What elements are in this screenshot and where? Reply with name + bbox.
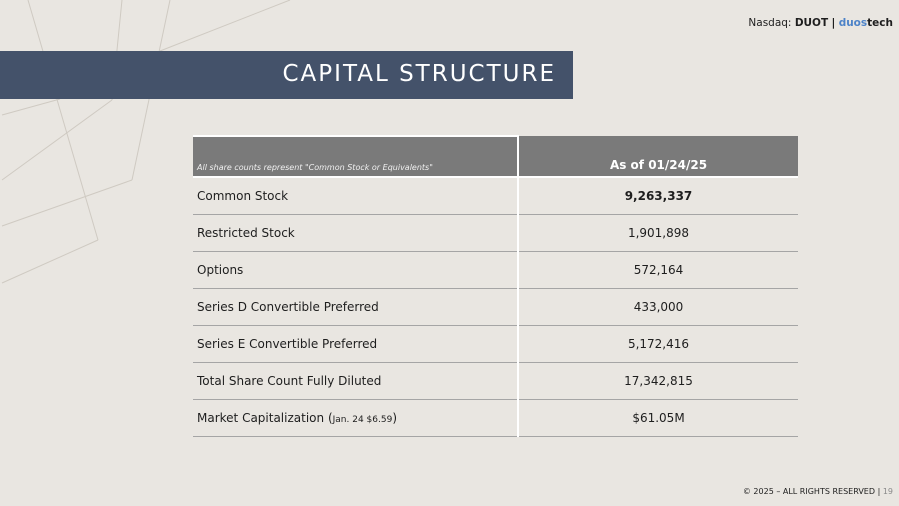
footer	[743, 487, 893, 496]
stock-symbol: DUOT	[794, 17, 829, 29]
page-number: 19	[882, 487, 893, 496]
page-title: CAPITAL STRUCTURE	[282, 61, 556, 87]
row-label: Restricted Stock	[193, 215, 518, 252]
row-label-note: Jan. 24 $6.59	[332, 415, 393, 425]
table-row	[193, 363, 798, 400]
table-row	[193, 289, 798, 326]
table-row	[193, 177, 798, 215]
row-label: Options	[193, 252, 518, 289]
brand-duos: duos	[838, 17, 868, 29]
row-value: $61.05M	[518, 400, 798, 437]
row-value: 572,164	[518, 252, 798, 289]
row-value: 5,172,416	[518, 326, 798, 363]
row-label: Series E Convertible Preferred	[193, 326, 518, 363]
row-label: Series D Convertible Preferred	[193, 289, 518, 326]
row-label: Market Capitalization	[197, 411, 325, 425]
row-value: 1,901,898	[518, 215, 798, 252]
table-note: All share counts represent "Common Stock or Equivalents"	[197, 163, 433, 172]
row-value: 433,000	[518, 289, 798, 326]
table-header-row	[193, 136, 798, 177]
brand-tech: tech	[867, 17, 893, 29]
capital-structure-table	[193, 135, 798, 437]
table-note-cell	[193, 136, 518, 177]
row-label: Common Stock	[193, 177, 518, 215]
table-row	[193, 252, 798, 289]
footer-separator: |	[877, 487, 881, 496]
exchange-label: Nasdaq:	[748, 17, 792, 29]
header-separator: |	[831, 17, 836, 29]
ticker-header	[748, 17, 893, 29]
row-label: Total Share Count Fully Diluted	[193, 363, 518, 400]
brand-logo	[839, 17, 893, 29]
table-row	[193, 215, 798, 252]
row-value: 9,263,337	[518, 177, 798, 215]
row-label-market-cap: Market Capitalization (Jan. 24 $6.59)	[193, 400, 518, 437]
table-row	[193, 326, 798, 363]
date-header: As of 01/24/25	[518, 136, 798, 177]
table-row	[193, 400, 798, 437]
title-bar	[0, 51, 573, 99]
row-value: 17,342,815	[518, 363, 798, 400]
copyright: © 2025 – ALL RIGHTS RESERVED	[742, 487, 876, 496]
